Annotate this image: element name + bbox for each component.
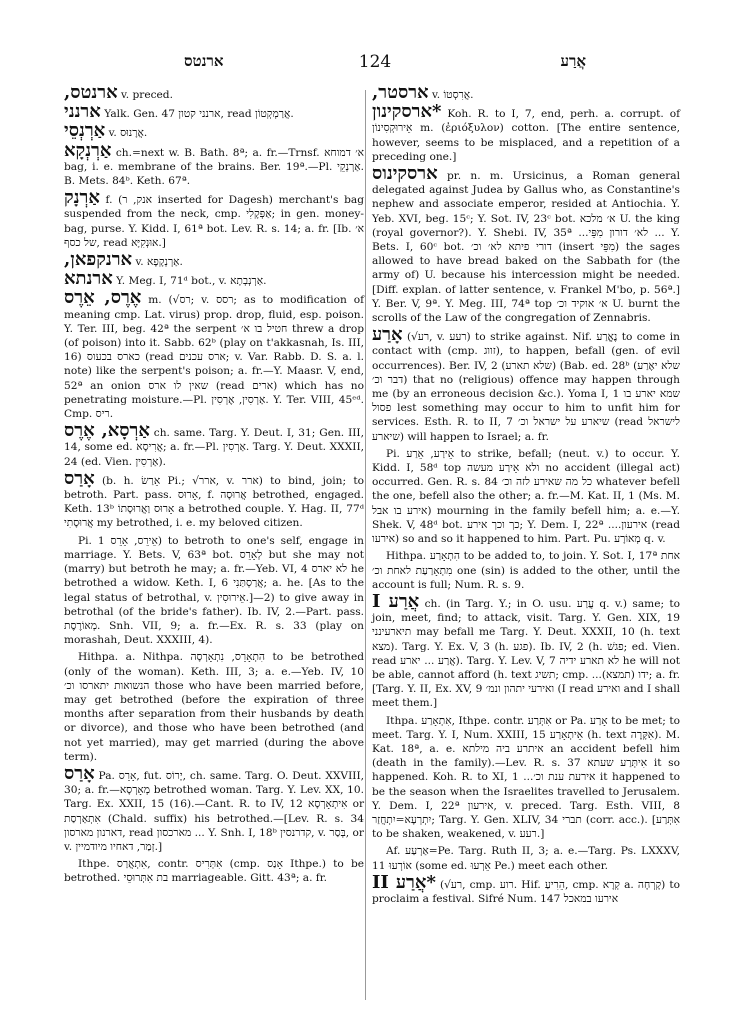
entry-definition: m. (√רס; v. רסס; as to modification of meaning cmp. Lat. virus) prop. drop, fluid, esp. poison. Y. Ter. III, beg. 42ª the serpent חטיל בו א׳ threw a drop (of poison) into it. Sabb. 62ᵇ (play on t'akkasnah, Is. III, 16) כארס בכעוס (read ארס עכנים; v. Var. Rabb. D. S. a. l. note) like the serpent's poison; a. fr.—Y. Maasr. V, end, 52ª an onion שאין לו ארס (read ארים) which has no penetrating moisture.—Pl. אַרְסִין, אֶרְסִין. Y. Ter. VIII, 45ᵉᵈ. Cmp. ריס. — [64, 294, 365, 421]
entry-definition: Yalk. Gen. 47 ארנני קטון, read אֲרַמְקְטוֹן. — [100, 108, 294, 121]
entry-definition: pr. n. m. Ursicinus, a Roman general delegated against Judea by Gallus who, as Constantine's nephew and associate emperor, resided at Antiochia. Y. Yeb. XVI, beg. 15ᶜ; Y. Sot. IV, 23ᶜ bot. א׳ מלכא U. the king (royal governor?). Y. Shebi. IV, 35ª ...לא׳ דורון מִפֵּי ... Y. Bets. I, 60ᶜ bot. דורי פיתא לא׳ וכ׳ (insert מִפֵּי) the sages allowed to have bread baked on the Sabbath for (the army of) U. because his intercession might be needed. [Diff. explan. of latter sentence, v. Frankel M'bo, p. 56ª.] Y. Ber. V, 9ª. Y. Meg. III, 74ª top א׳ אוקיד וכ׳ U. burnt the scrolls of the Law of the congregation of Zennabris. — [372, 170, 680, 325]
entry-headword: אַרְנְקָא — [64, 139, 112, 161]
entry-definition: ch.=next w. B. Bath. 8ª; a. fr.—Trnsf. א׳ דמוחא bag, i. e. membrane of the brains. Ber. 19ª.—Pl. אַרְנְקֵי. B. Mets. 84ᵇ. Keth. 67ª. — [64, 146, 365, 188]
entry-definition: v. אַרְנְקָפָא. — [132, 256, 183, 269]
entry-headword: ארסקינוס — [372, 163, 438, 185]
page-header — [64, 52, 686, 76]
entry-definition: (√רע, cmp. רוע. Hif. הֵרִיעַ, cmp. קְרָא a. קָרְחָה) to proclaim a festival. Sifré Num. 147 אירעו במאכל — [372, 878, 681, 905]
dictionary-entry — [64, 467, 365, 531]
entry-definition: v. אֲרָנוּס. — [105, 127, 148, 140]
dictionary-entry — [372, 549, 680, 592]
entry-definition: (√רע, v. רעע) to strike against. Nif. נֶאֱרַע to come in contact with (cmp. זווג), to happen, befall (gen. of evil occurrences). Ber. IV, 2 (שלא תארע) (Bab. ed. 28ᵇ (שלא יאֶרַע דבר וכ׳) that no (religious) offence may happen through me (by an erroneous decision &c.). Yoma I, 1 שמא יארע בו פסול lest something may occur to him to unfit him for services. Esth. R. to II, 7 שיארע על ישראל וכ׳ (read לישראל שיארע) will happen to Israel; a. fr. — [372, 331, 681, 443]
entry-definition: Koh. R. to I, 7, end, perh. a. corrupt. of אֵירוּקְסִינוֹן m. (ἐριόξυλον) cotton. [The entire sentence, however, seems to be misplaced, and a repetition of a preceding one.] — [372, 108, 680, 163]
entry-headword: אָרַע — [372, 324, 403, 346]
dictionary-entry — [64, 420, 364, 469]
dictionary-entry — [64, 534, 364, 648]
entry-definition: Ithpe. אִתְאֲרַס, contr. אִתְּרִיס (cmp. אָנַס Ithpe.) to be betrothed. בת אִתְּרוּסֵי marriageable. Gitt. 43ª; a. fr. — [64, 858, 365, 885]
dictionary-entry — [64, 187, 364, 250]
entry-definition: Y. Meg. I, 71ᵈ bot., v. אַרְנְבְתָא. — [112, 275, 267, 288]
entry-definition: f. (אנק, ר inserted for Dagesh) merchant's bag suspended from the neck, cmp. אַפְּקָלִי; in gen. money-bag, purse. Y. Kidd. I, 61ª bot. Lev. R. s. 14; a. fr. [Ib. א׳ של כסף, read אוּנְקִיָּא.] — [64, 194, 364, 249]
dictionary-entry — [372, 844, 680, 872]
entry-definition: ch. (in Targ. Y.; in O. usu. עֲרַע q. v.) same; to join, meet, find; to attack, visit. Targ. Y. Gen. XIX, 19 תיארעינני may befall me Targ. Y. Deut. XXXII, 10 (h. text מצא). Targ. Y. Ex. V, 3 (h. פגע). Ib. IV, 2 (h. פגשׁ; ed. Vien. read אֲרַע ... יארע). Targ. Y. Lev. V, 7 לא תארע ידיה he will not be able, cannot afford (h. text תשיג; cmp. ...ידו (תמצא); a. fr. [Targ. Y. II, Ex. XV, 9 ואירעי יתהון ונמ׳ (I read ואירע and I shall meet them.] — [372, 597, 680, 710]
entry-definition: v. אֲרִסְטוֹ. — [428, 89, 474, 101]
dictionary-entry — [64, 762, 365, 854]
dictionary-entry — [372, 714, 680, 842]
dictionary-entry — [372, 324, 681, 444]
dictionary-entry — [64, 82, 364, 103]
entry-definition: Pa. אָרֵס, fut. יָרוֹס, ch. same. Targ. O. Deut. XXVIII, 30; a. fr.—מְאָרְסָא betrothed woman. Targ. Y. Lev. XX, 10. Targ. Ex. XXII, 15 (16).—Cant. R. to IV, 12 אִיתְאָרְסָא or אִתְאַרְסַת (Chald. suffix) his betrothed.—[Lev. R. s. 34 דארנון מארסון, read מארכסון ... Y. Snh. I, 18ᵇ קדרנסין, v. בְּסַר, or v. זְמַר, דאחיו מיודמיין.] — [64, 769, 365, 853]
entry-headword: אַרְנָק — [64, 187, 100, 209]
entry-headword: ארנתא — [64, 268, 113, 290]
entry-definition: Af. אַרְעַע=Pe. Targ. Ruth II, 3; a. e.—Targ. Ps. LXXXV, 11 אוֹרְעוּ (some ed. אֵרְעוּ Pe.) meet each other. — [372, 845, 680, 872]
running-head-left: ארנטס — [184, 52, 224, 70]
entry-definition: Pi. אֵירֵס, אֵרֵס 1) to betroth to one's self, engage in marriage. Y. Bets. V, 63ª bot. לְאָרֵס but she may not (marry) but betroth he may; a. fr.—Yeb. VI, 4 לא יארס he betrothed a widow. Keth. I, 6 אֲרַסְתַּנִי; a. he. [As to the legal status of betrothal, v. אֵירוּסִין.]—2) to give away in betrothal (of the bride's father). Ib. IV, 2.—Part. pass. מְאוֹרֶסֶת. Snh. VII, 9; a. fr.—Ex. R. s. 33 (play on morashah, Deut. XXXIII, 4). — [64, 534, 364, 647]
entry-definition: Ithpa. אִתְאָרַע, Ithpe. contr. אִתְּרַע or Pa. אָרַע to be met; to meet. Targ. Y. I, Num. XXIII, 15 אֵיתְאָרַע (h. text אִקָּרֶה). M. Kat. 18ª, a. e. איתרע ביה מילתא an accident befell him (death in the family).—Lev. R. s. 37 אִיתְּרַע שעתא it so happened. Koh. R. to XI, 1 ...אירעת ענת וכ׳ it happened to be the season when the Israelites travelled to Jerusalem. Y. Dem. I, 22ª אירעון, v. preced. Targ. Esth. VIII, 8 יִתְרְעָא=יִתְחֲזַר; Targ. Y. Gen. XLIV, 34 תברי (corr. acc.). [אִתְּרַע to be shaken, weakened, v. רעע.] — [372, 714, 681, 841]
entry-definition: Pi. אֵירַע, אֵרַע to strike, befall; (neut. v.) to occur. Y. Kidd. I, 58ᵈ top ולא אֵירַע מעשה no accident (illegal act) occurred. Gen. R. s. 84 כל מה שאירע לזה וכ׳ whatever befell the one, befell also the other; a. fr.—M. Kat. II, 1 (Ms. M. אירע בו אבל) mourning in the family befell him; a. e.—Y. Shek. V, 48ᵈ bot. כך וכך אירע; Y. Dem. I, 22ª ....אירעון (read אירעו) so and so it happened to him. Part. Pu. מְאוֹרָע q. v. — [372, 447, 680, 546]
column-divider — [365, 90, 366, 1000]
running-head-right: אֲרַע — [560, 52, 586, 70]
entry-headword: ארנני — [64, 101, 101, 123]
dictionary-entry — [372, 101, 680, 164]
page-number: 124 — [358, 52, 392, 72]
right-column — [372, 82, 681, 909]
dictionary-entry — [372, 590, 680, 711]
dictionary-entry — [64, 101, 364, 123]
dictionary-entry — [372, 82, 680, 103]
entry-headword: אָרַס — [64, 467, 95, 489]
dictionary-entry — [372, 871, 681, 906]
entry-headword: ארנטס, — [64, 82, 118, 103]
dictionary-entry — [64, 139, 365, 189]
entry-definition: ch. same. Targ. Y. Deut. I, 31; Gen. III, 14, some ed. אֲרִיסָא; a. fr.—Pl. אַרְסִין. Targ. Y. Deut. XXXII, 24 (ed. Vien. אַרְסִין). — [64, 427, 364, 468]
entry-headword: אַרְנְסֵי — [64, 120, 106, 142]
entry-headword: ארנקפאן, — [64, 249, 133, 271]
entry-headword: *ארסקינון — [372, 101, 442, 123]
dictionary-entry — [64, 249, 364, 271]
entry-definition: v. preced. — [117, 89, 173, 101]
left-column — [64, 82, 365, 889]
entry-headword: אַרְסָא, אֶרֶס — [64, 420, 150, 442]
dictionary-entry — [372, 447, 680, 546]
dictionary-entry — [372, 163, 680, 325]
entry-definition: Hithpa. הִתְאָרַע to be added to, to join. Y. Sot. I, 17ª אחת מִתְאָרַעַת לאחת וכ׳ one (sin) is added to the other, until the account is full; Num. R. s. 9. — [372, 550, 680, 591]
dictionary-entry — [64, 120, 364, 142]
dictionary-entry — [64, 287, 365, 421]
entry-definition: (b. h. אֵרַשׂ Pi.; √ארר, v. ארר) to bind, join; to betroth. Part. pass. אָרוּס, f. אֲרוּסָה betrothed, engaged. Keth. 13ᵇ אָרוּס וַאֲרוּסָתוֹ a betrothed couple. Y. Hag. II, 77ᵈ אֲרוּסָתִי my betrothed, i. e. my beloved citizen. — [64, 474, 365, 530]
dictionary-entry — [64, 268, 364, 290]
entry-headword: אָרַס — [64, 762, 95, 784]
entry-headword: *אֲרַע II — [372, 871, 436, 893]
dictionary-entry — [64, 857, 364, 885]
entry-definition: Hithpa. a. Nithpa. הִתְאָרֵס, נִתְאָרְסָה to be betrothed (only of the woman). Keth. III, 3; a. e.—Yeb. IV, 10 הנשואות יתארסו וכ׳ those who have been married before, may get betrothed (before the expiration of three months after separation from their husbands by death or divorce), and those who have been betrothed (and not yet married), may get married (during the above term). — [64, 651, 364, 763]
entry-headword: אֲרַע I — [372, 590, 420, 612]
entry-headword: אֶרֶס, אֵרֶס — [64, 287, 142, 309]
entry-headword: ארסטר, — [372, 82, 429, 103]
dictionary-entry — [64, 650, 364, 764]
